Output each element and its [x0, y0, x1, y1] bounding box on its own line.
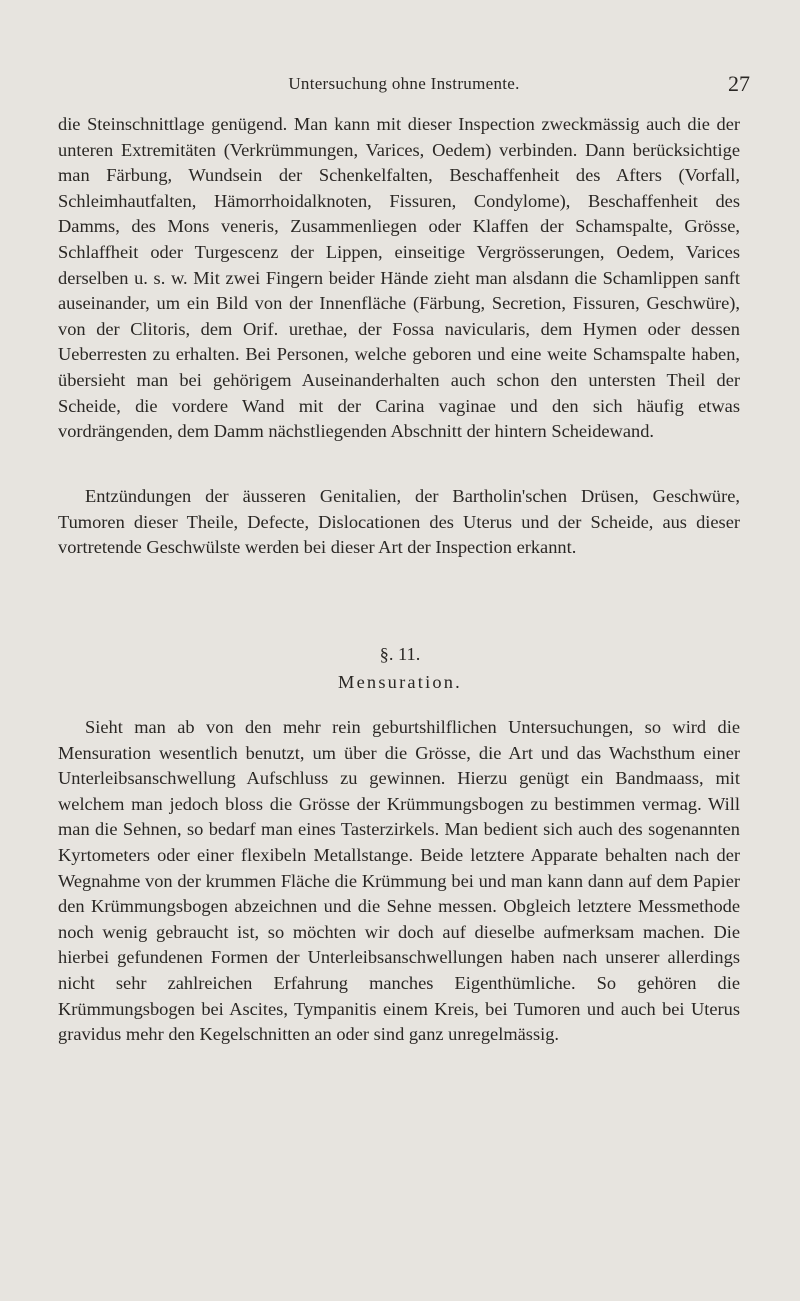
- header-title: Untersuchung ohne Instrumente.: [288, 74, 520, 93]
- body-text-middle: [58, 484, 740, 561]
- section-number: §. 11.: [379, 644, 421, 664]
- body-text-bottom: [58, 715, 740, 1048]
- page-number: 27: [728, 71, 750, 96]
- section-title: Mensuration.: [338, 672, 462, 692]
- paragraph: Entzündungen der äusseren Genitalien, der Bartholin'schen Drüsen, Geschwüre, Tumoren dieser Theile, Defecte, Dislocationen des Uterus und der Scheide, aus dieser vortretende Geschwülste werden bei dieser Art der Inspection erkannt.: [58, 486, 740, 558]
- running-header: [58, 71, 750, 104]
- paragraph: Sieht man ab von den mehr rein geburtshilflichen Untersuchungen, so wird die Mensuration wesentlich benutzt, um über die Grösse, die Art und das Wachsthum einer Unterleibsanschwellung Aufschluss zu gewinnen. Hierzu genügt ein Bandmaass, mit welchem man jedoch bloss die Grösse der Krümmungsbogen zu bestimmen vermag. Will man die Sehnen, so bedarf man eines Tasterzirkels. Man bedient sich auch des sogenannten Kyrtometers oder einer flexibeln Metallstange. Beide letztere Apparate behalten nach der Wegnahme von der krummen Fläche die Krümmung bei und man kann dann auf dem Papier den Krümmungsbogen abzeichnen und die Sehne messen. Obgleich letztere Messmethode noch wenig gebraucht ist, so möchten wir doch auf dieselbe aufmerksam machen. Die hierbei gefundenen Formen der Unterleibsanschwellungen haben nach unserer allerdings nicht sehr zahlreichen Erfahrung manches Eigenthümliche. So gehören die Krümmungsbogen bei Ascites, Tympanitis einem Kreis, bei Tumoren und auch bei Uterus gravidus mehr den Kegelschnitten an oder sind ganz unregelmässig.: [58, 717, 740, 1045]
- paragraph: die Steinschnittlage genügend. Man kann mit dieser Inspection zweckmässig auch die der unteren Extremitäten (Verkrümmungen, Varices, Oedem) verbinden. Dann berücksichtige man Färbung, Wundsein der Schenkelfalten, Beschaffenheit des Afters (Vorfall, Schleimhautfalten, Hämorrhoidalknoten, Fissuren, Condylome), Beschaffenheit des Damms, des Mons veneris, Zusammenliegen oder Klaffen der Schamspalte, Grösse, Schlaffheit oder Turgescenz der Lippen, einseitige Vergrösserungen, Oedem, Varices derselben u. s. w. Mit zwei Fingern beider Hände zieht man alsdann die Schamlippen sanft auseinander, um ein Bild von der Innenfläche (Färbung, Secretion, Fissuren, Geschwüre), von der Clitoris, dem Orif. urethae, der Fossa navicularis, dem Hymen oder dessen Ueberresten zu erhalten. Bei Personen, welche geboren und eine weite Schamspalte haben, übersieht man bei gehörigem Auseinanderhalten auch schon den untersten Theil der Scheide, die vordere Wand mit der Carina vaginae und den sich häufig etwas vordrängenden, dem Damm nächstliegenden Abschnitt der hintern Scheidewand.: [58, 114, 740, 442]
- body-text-top: [58, 112, 740, 445]
